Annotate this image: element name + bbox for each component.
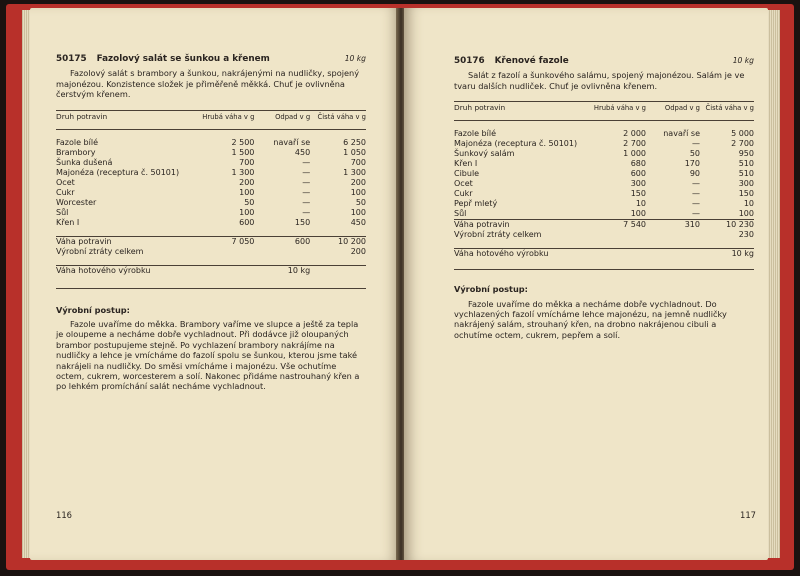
ingredient-name: Majonéza (receptura č. 50101) bbox=[56, 167, 180, 177]
recipe-title: Křenové fazole bbox=[494, 56, 569, 66]
loss-net: 200 bbox=[350, 246, 366, 256]
recipe-title: Fazolový salát se šunkou a křenem bbox=[96, 54, 270, 64]
total-waste: 310 bbox=[646, 220, 700, 231]
waste-value: — bbox=[692, 179, 700, 189]
net-value: 100 bbox=[738, 209, 754, 219]
table-row bbox=[56, 198, 366, 208]
waste-value: — bbox=[302, 197, 311, 207]
col-header-net: Čistá váha v g bbox=[310, 110, 366, 129]
ingredient-name: Fazole bílé bbox=[454, 129, 496, 139]
waste-value: — bbox=[302, 207, 311, 217]
ingredient-name: Cukr bbox=[454, 189, 473, 199]
col-header-name: Druh potravin bbox=[454, 102, 592, 121]
table-row bbox=[56, 148, 366, 158]
recipe-number: 50176 bbox=[454, 56, 485, 66]
table-row bbox=[56, 218, 366, 228]
recipe-number: 50175 bbox=[56, 54, 87, 64]
col-header-net: Čistá váha v g bbox=[700, 102, 754, 121]
waste-value: — bbox=[302, 177, 311, 187]
waste-value: 50 bbox=[689, 149, 700, 159]
net-value: 200 bbox=[350, 177, 366, 187]
loss-label: Výrobní ztráty celkem bbox=[56, 246, 144, 256]
final-label: Váha hotového výrobku bbox=[454, 249, 592, 260]
gross-value: 2 700 bbox=[623, 139, 646, 149]
total-net: 10 230 bbox=[700, 220, 754, 231]
gross-value: 680 bbox=[630, 159, 646, 169]
gross-value: 700 bbox=[239, 157, 255, 167]
table-row bbox=[56, 158, 366, 168]
gross-value: 2 500 bbox=[231, 137, 255, 147]
recipe-intro: Fazolový salát s brambory a šunkou, nakrájenými na nudličky, spojený majonézou. Konzistence složek je přiměřeně měkká. Chuť je ovlivněna čerstvým křenem. bbox=[56, 68, 360, 100]
net-value: 100 bbox=[350, 187, 366, 197]
table-row bbox=[454, 179, 754, 189]
ingredient-name: Worcester bbox=[56, 197, 97, 207]
waste-value: 150 bbox=[294, 217, 311, 227]
net-value: 6 250 bbox=[343, 137, 366, 147]
net-value: 150 bbox=[738, 189, 754, 199]
gross-value: 10 bbox=[635, 199, 646, 209]
total-gross: 7 540 bbox=[592, 220, 646, 231]
total-waste: 600 bbox=[254, 236, 310, 247]
col-header-waste: Odpad v g bbox=[646, 102, 700, 121]
table-row bbox=[454, 189, 754, 199]
gross-value: 2 000 bbox=[623, 129, 646, 139]
table-row bbox=[56, 208, 366, 218]
total-row bbox=[56, 236, 366, 247]
waste-value: — bbox=[692, 209, 700, 219]
procedure-text: Fazole uvaříme do měkka. Brambory vaříme ve slupce a ještě za tepla je oloupeme a necháme dobře vychladnout. Při dodávce již oloupaných brambor postupujeme stejně. Po vychlazení brambory nakrájíme na nudličky a lehce je vmícháme do fazolí spolu se šunkou, kterou jsme také nakrájeli na nudličky. Do směsi vmícháme i majonézu. Vše ochutíme octem, cukrem, worcesterem a solí. Nakonec přidáme nastrouhaný křen a po lehkém promíchání salát necháme vychladnout. bbox=[56, 319, 360, 392]
procedure-title: Výrobní postup: bbox=[454, 284, 528, 295]
waste-value: — bbox=[692, 199, 700, 209]
ingredient-name: Cibule bbox=[454, 169, 480, 179]
net-value: 510 bbox=[738, 169, 754, 179]
gross-value: 50 bbox=[244, 197, 255, 207]
ingredient-name: Ocet bbox=[56, 177, 75, 187]
final-label: Váha hotového výrobku bbox=[56, 265, 199, 276]
total-net: 10 200 bbox=[310, 236, 366, 247]
table-row bbox=[56, 178, 366, 188]
col-header-gross: Hrubá váha v g bbox=[592, 102, 646, 121]
table-row bbox=[56, 138, 366, 148]
final-value: 10 kg bbox=[254, 265, 310, 276]
left-page bbox=[30, 8, 398, 560]
net-value: 950 bbox=[738, 149, 754, 159]
page-number: 117 bbox=[740, 510, 756, 520]
total-gross: 7 050 bbox=[199, 236, 255, 247]
ingredient-name: Brambory bbox=[56, 147, 96, 157]
net-value: 50 bbox=[355, 197, 366, 207]
table-row bbox=[454, 139, 754, 149]
gross-value: 1 500 bbox=[231, 147, 255, 157]
net-value: 2 700 bbox=[731, 139, 754, 149]
gross-value: 200 bbox=[239, 177, 255, 187]
gross-value: 1 300 bbox=[231, 167, 255, 177]
loss-net: 230 bbox=[738, 230, 754, 240]
gross-value: 300 bbox=[630, 179, 646, 189]
waste-value: 90 bbox=[689, 169, 700, 179]
procedure-title: Výrobní postup: bbox=[56, 304, 130, 315]
recipe-header bbox=[454, 56, 754, 66]
recipe-intro: Salát z fazolí a šunkového salámu, spojený majonézou. Salám je ve tvaru dalších nudliček. Chuť je ovlivněna křenem. bbox=[454, 70, 745, 91]
divider bbox=[454, 269, 754, 270]
ingredient-name: Sůl bbox=[56, 207, 69, 217]
gross-value: 100 bbox=[239, 187, 255, 197]
waste-value: — bbox=[302, 187, 311, 197]
total-label: Váha potravin bbox=[56, 236, 199, 247]
ingredients-table bbox=[56, 110, 366, 276]
divider bbox=[56, 288, 366, 289]
ingredient-name: Cukr bbox=[56, 187, 75, 197]
waste-value: 170 bbox=[684, 159, 700, 169]
gross-value: 600 bbox=[239, 217, 255, 227]
table-row bbox=[454, 209, 754, 220]
waste-value: — bbox=[302, 157, 311, 167]
gross-value: 100 bbox=[239, 207, 255, 217]
net-value: 10 bbox=[743, 199, 754, 209]
recipe-quantity: 10 kg bbox=[732, 56, 754, 65]
net-value: 5 000 bbox=[731, 129, 754, 139]
table-row bbox=[56, 188, 366, 198]
net-value: 1 050 bbox=[343, 147, 366, 157]
ingredient-name: Sůl bbox=[454, 209, 467, 219]
ingredient-name: Šunkový salám bbox=[454, 149, 515, 159]
gross-value: 100 bbox=[630, 209, 646, 219]
final-row bbox=[454, 249, 754, 260]
page-number: 116 bbox=[56, 510, 72, 520]
recipe-header bbox=[56, 54, 366, 64]
ingredient-name: Pepř mletý bbox=[454, 199, 498, 209]
ingredient-name: Ocet bbox=[454, 179, 473, 189]
gross-value: 150 bbox=[630, 189, 646, 199]
table-row bbox=[454, 169, 754, 179]
right-page bbox=[404, 8, 768, 560]
waste-value: navaří se bbox=[663, 129, 700, 139]
col-header-name: Druh potravin bbox=[56, 110, 199, 129]
table-row bbox=[454, 159, 754, 169]
ingredient-name: Majonéza (receptura č. 50101) bbox=[454, 139, 578, 149]
ingredient-name: Šunka dušená bbox=[56, 157, 113, 167]
gross-value: 600 bbox=[630, 169, 646, 179]
page-edges-right bbox=[768, 10, 780, 558]
table-row bbox=[56, 168, 366, 178]
net-value: 700 bbox=[350, 157, 366, 167]
ingredient-name: Křen I bbox=[454, 159, 478, 169]
total-row bbox=[454, 220, 754, 231]
ingredients-table bbox=[454, 101, 754, 259]
gross-value: 1 000 bbox=[623, 149, 646, 159]
loss-label: Výrobní ztráty celkem bbox=[454, 230, 542, 240]
net-value: 510 bbox=[738, 159, 754, 169]
table-row bbox=[454, 149, 754, 159]
loss-row bbox=[56, 247, 366, 257]
recipe-quantity: 10 kg bbox=[344, 54, 366, 63]
waste-value: 450 bbox=[294, 147, 311, 157]
net-value: 1 300 bbox=[343, 167, 366, 177]
net-value: 100 bbox=[350, 207, 366, 217]
recipe-50175 bbox=[56, 54, 366, 392]
waste-value: — bbox=[692, 189, 700, 199]
col-header-waste: Odpad v g bbox=[254, 110, 310, 129]
waste-value: — bbox=[302, 167, 311, 177]
table-row bbox=[454, 199, 754, 209]
recipe-50176 bbox=[454, 56, 754, 340]
waste-value: navaří se bbox=[273, 137, 311, 147]
waste-value: — bbox=[692, 139, 700, 149]
total-label: Váha potravin bbox=[454, 220, 592, 231]
table-row bbox=[454, 129, 754, 139]
ingredient-name: Křen I bbox=[56, 217, 80, 227]
final-value: 10 kg bbox=[700, 249, 754, 260]
net-value: 300 bbox=[738, 179, 754, 189]
col-header-gross: Hrubá váha v g bbox=[199, 110, 255, 129]
net-value: 450 bbox=[350, 217, 366, 227]
loss-row bbox=[454, 230, 754, 240]
ingredient-name: Fazole bílé bbox=[56, 137, 98, 147]
procedure-text: Fazole uvaříme do měkka a necháme dobře vychladnout. Do vychlazených fazolí vmícháme lehce majonézu, na jemně nudličky nakrájený salám, strouhaný křen, na drobno nakrájenou cibuli a ochutíme octem, cukrem, pepřem a solí. bbox=[454, 298, 727, 340]
final-row bbox=[56, 265, 366, 276]
